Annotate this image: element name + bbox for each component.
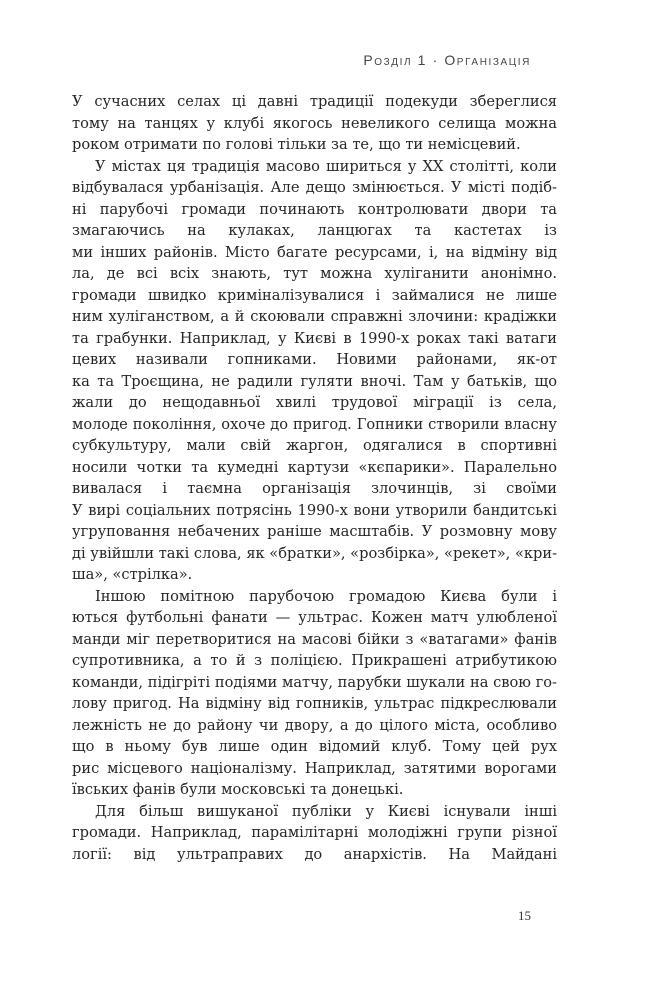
paragraph xyxy=(72,91,557,156)
text-line: субкультуру, мали свій жаргон, одягалися в спортивні xyxy=(72,437,557,454)
text-line: ні парубочі громади починають контролювати двори та xyxy=(72,200,557,218)
text-line: молоде покоління, охоче до пригод. Гопники створили власну xyxy=(72,415,557,433)
text-line: супротивника, а то й з поліцією. Прикрашені атрибутикою xyxy=(72,652,557,669)
body-text xyxy=(72,91,557,865)
text-line: угруповання небачених раніше масштабів. У розмовну мову xyxy=(72,523,557,540)
text-line: ша», «стрілка». xyxy=(72,566,193,583)
text-line: ді увійшли такі слова, як «братки», «розбірка», «рекет», «кри- xyxy=(72,544,557,562)
text-line: ми інших районів. Місто багате ресурсами, і, на відміну від xyxy=(72,243,557,261)
text-line: ним хуліганством, а й скоювали справжні злочини: крадіжки xyxy=(72,308,557,325)
text-line: У сучасних селах ці давні традиції подекуди збереглися xyxy=(72,93,557,110)
text-line: змагаючись на кулаках, ланцюгах та кастетах із xyxy=(72,222,557,239)
text-line: команди, підігріті подіями матчу, парубки шукали на свою го- xyxy=(72,673,557,691)
text-line: манди міг перетворитися на масові бійки з «ватагами» фанів xyxy=(72,630,557,648)
text-line: ла, де всі всіх знають, тут можна хуліганити анонімно. xyxy=(72,265,557,282)
paragraph xyxy=(72,801,557,866)
page-number: 15 xyxy=(518,908,531,923)
text-line: У вирі соціальних потрясінь 1990-х вони утворили бандитські xyxy=(72,501,557,519)
paragraph xyxy=(72,156,557,586)
text-line: Іншою помітною парубочою громадою Києва були і xyxy=(95,587,557,605)
text-line: тому на танцях у клубі якогось невеликого селища можна xyxy=(72,114,557,132)
text-line: ються футбольні фанати — ультрас. Кожен матч улюбленої xyxy=(72,609,557,626)
text-line: цевих називали гопниками. Новими районами, як-от xyxy=(72,351,557,368)
text-line: громади швидко криміналізувалися і займалися не лише xyxy=(72,286,557,304)
text-line: логії: від ультраправих до анархістів. На Майдані xyxy=(72,845,557,863)
text-line: ївських фанів були московські та донецькі. xyxy=(72,781,404,798)
text-line: що в ньому був лише один відомий клуб. Тому цей рух xyxy=(72,738,557,755)
text-line: лежність не до району чи двору, а до цілого міста, особливо xyxy=(72,716,557,734)
text-line: У містах ця традиція масово шириться у XX столітті, коли xyxy=(95,157,557,175)
text-line: жали до нещодавньої хвилі трудової міграції із села, xyxy=(72,394,557,411)
text-line: громади. Наприклад, парамілітарні молодіжні групи різної xyxy=(72,824,557,841)
text-line: вивалася і таємна організація злочинців, зі своїми xyxy=(72,480,557,497)
text-line: носили чотки та кумедні картузи «кєпарики». Паралельно xyxy=(72,458,557,476)
text-line: та грабунки. Наприклад, у Києві в 1990-х роках такі ватаги xyxy=(72,329,557,347)
text-line: ка та Троєщина, не радили гуляти вночі. Там у батьків, що xyxy=(72,372,557,390)
text-line: лову пригод. На відміну від гопників, ультрас підкреслювали xyxy=(72,695,557,712)
paragraph xyxy=(72,586,557,801)
running-header: Розділ 1 · Організація xyxy=(363,52,531,68)
text-line: Для більш вишуканої публіки у Києві існували інші xyxy=(95,802,557,820)
text-line: роком отримати по голові тільки за те, що ти немісцевий. xyxy=(72,136,521,153)
text-line: рис місцевого націоналізму. Наприклад, затятими ворогами xyxy=(72,759,557,777)
text-line: відбувалася урбанізація. Але дещо змінюється. У місті подіб- xyxy=(72,179,557,196)
